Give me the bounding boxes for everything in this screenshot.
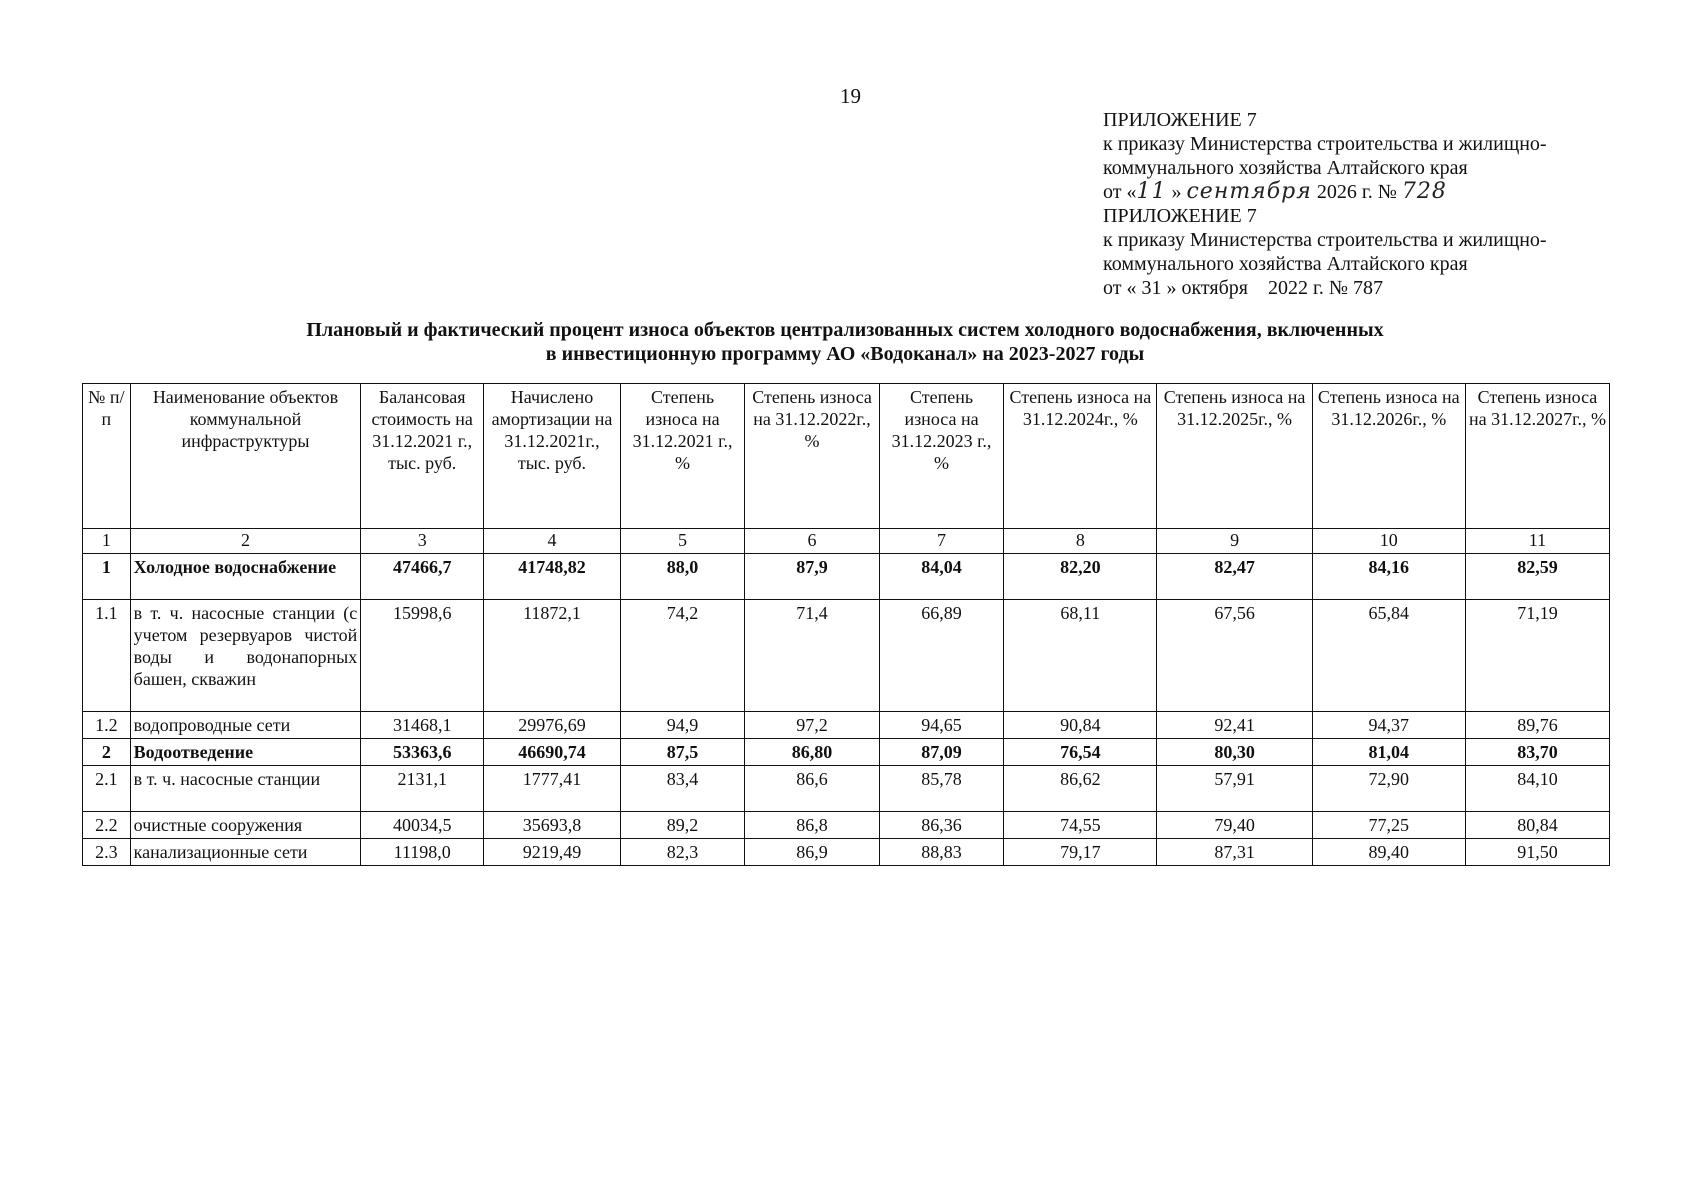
date-year: 2026 г. №: [1316, 181, 1397, 203]
amortization-value: 1777,41: [484, 766, 621, 812]
wear-2025: 57,91: [1157, 766, 1312, 812]
object-name: в т. ч. насосные станции (с учетом резервуаров чистой воды и водонапорных башен, скважин: [130, 600, 361, 712]
appendix-ministry-line: коммунального хозяйства Алтайского края: [1103, 157, 1468, 179]
date-mid: »: [1171, 181, 1182, 203]
amortization-value: 46690,74: [484, 739, 621, 766]
wear-2027: 91,50: [1465, 839, 1609, 866]
wear-2023: 94,65: [879, 712, 1003, 739]
balance-value: 11198,0: [361, 839, 484, 866]
wear-2025: 79,40: [1157, 812, 1312, 839]
column-number: 6: [745, 529, 880, 554]
wear-2021: 89,2: [620, 812, 744, 839]
header-cell: Начислено амортизации на 31.12.2021г., тыс. руб.: [484, 384, 621, 529]
wear-2027: 71,19: [1465, 600, 1609, 712]
column-number: 9: [1157, 529, 1312, 554]
page-number: 19: [840, 84, 861, 108]
wear-2027: 89,76: [1465, 712, 1609, 739]
date-prefix: от «: [1103, 181, 1137, 203]
column-number: 11: [1465, 529, 1609, 554]
wear-2025: 92,41: [1157, 712, 1312, 739]
wear-table: [82, 383, 1610, 866]
title-line-2: в инвестиционную программу АО «Водоканал» на 2023-2027 годы: [545, 343, 1145, 365]
wear-2024: 74,55: [1004, 812, 1157, 839]
column-number: 2: [130, 529, 361, 554]
header-cell: Степень износа на 31.12.2026г., %: [1312, 384, 1465, 529]
amortization-value: 29976,69: [484, 712, 621, 739]
wear-2022: 97,2: [745, 712, 880, 739]
object-name: водопроводные сети: [130, 712, 361, 739]
title-line-1: Плановый и фактический процент износа объектов централизованных систем холодного водоснабжения, включенных: [306, 319, 1384, 341]
table-row: [83, 739, 1610, 766]
amortization-value: 9219,49: [484, 839, 621, 866]
balance-value: 31468,1: [361, 712, 484, 739]
wear-2025: 80,30: [1157, 739, 1312, 766]
wear-2024: 86,62: [1004, 766, 1157, 812]
handwritten-month: сентября: [1186, 179, 1312, 204]
wear-2026: 81,04: [1312, 739, 1465, 766]
object-name: канализационные сети: [130, 839, 361, 866]
row-number: 1: [83, 554, 131, 600]
wear-2021: 87,5: [620, 739, 744, 766]
appendix-heading: ПРИЛОЖЕНИЕ 7: [1103, 109, 1257, 131]
table-row: [83, 812, 1610, 839]
wear-2026: 65,84: [1312, 600, 1465, 712]
wear-2027: 84,10: [1465, 766, 1609, 812]
wear-2023: 85,78: [879, 766, 1003, 812]
appendix-date-line: [1103, 180, 1547, 204]
balance-value: 40034,5: [361, 812, 484, 839]
wear-2022: 86,6: [745, 766, 880, 812]
object-name: в т. ч. насосные станции: [130, 766, 361, 812]
wear-2022: 87,9: [745, 554, 880, 600]
header-cell: Степень износа на 31.12.2025г., %: [1157, 384, 1312, 529]
wear-2024: 68,11: [1004, 600, 1157, 712]
wear-2024: 76,54: [1004, 739, 1157, 766]
table-row: [83, 839, 1610, 866]
table-header-row: [83, 384, 1610, 529]
header-cell: Степень износа на 31.12.2021 г., %: [620, 384, 744, 529]
table-row: [83, 554, 1610, 600]
header-cell: Степень износа на 31.12.2023 г., %: [879, 384, 1003, 529]
object-name: Холодное водоснабжение: [130, 554, 361, 600]
balance-value: 47466,7: [361, 554, 484, 600]
row-number: 1.1: [83, 600, 131, 712]
row-number: 2.1: [83, 766, 131, 812]
wear-2026: 94,37: [1312, 712, 1465, 739]
column-number: 4: [484, 529, 621, 554]
wear-2024: 82,20: [1004, 554, 1157, 600]
wear-2023: 84,04: [879, 554, 1003, 600]
wear-2021: 88,0: [620, 554, 744, 600]
wear-2024: 79,17: [1004, 839, 1157, 866]
header-cell: Балансовая стоимость на 31.12.2021 г., тыс. руб.: [361, 384, 484, 529]
column-number: 10: [1312, 529, 1465, 554]
header-cell: № п/п: [83, 384, 131, 529]
wear-2027: 83,70: [1465, 739, 1609, 766]
header-cell: Наименование объектов коммунальной инфраструктуры: [130, 384, 361, 529]
wear-2027: 82,59: [1465, 554, 1609, 600]
wear-2022: 86,8: [745, 812, 880, 839]
appendix-heading: ПРИЛОЖЕНИЕ 7: [1103, 205, 1257, 227]
wear-2023: 86,36: [879, 812, 1003, 839]
wear-2025: 87,31: [1157, 839, 1312, 866]
column-number: 8: [1004, 529, 1157, 554]
column-number: 7: [879, 529, 1003, 554]
appendix-ministry-line: коммунального хозяйства Алтайского края: [1103, 253, 1468, 275]
wear-2026: 84,16: [1312, 554, 1465, 600]
wear-2022: 71,4: [745, 600, 880, 712]
appendix-order-line: к приказу Министерства строительства и жилищно-: [1103, 133, 1547, 155]
wear-2024: 90,84: [1004, 712, 1157, 739]
row-number: 1.2: [83, 712, 131, 739]
column-number: 5: [620, 529, 744, 554]
wear-2022: 86,80: [745, 739, 880, 766]
header-cell: Степень износа на 31.12.2027г., %: [1465, 384, 1609, 529]
wear-2026: 89,40: [1312, 839, 1465, 866]
column-number: 1: [83, 529, 131, 554]
appendix-header-new: [1103, 108, 1547, 204]
amortization-value: 11872,1: [484, 600, 621, 712]
object-name: Водоотведение: [130, 739, 361, 766]
column-number: 3: [361, 529, 484, 554]
wear-2023: 88,83: [879, 839, 1003, 866]
handwritten-number: 728: [1401, 179, 1447, 204]
document-title: [190, 318, 1500, 366]
row-number: 2.2: [83, 812, 131, 839]
wear-2021: 82,3: [620, 839, 744, 866]
table-row: [83, 712, 1610, 739]
wear-2025: 67,56: [1157, 600, 1312, 712]
wear-2022: 86,9: [745, 839, 880, 866]
wear-2021: 74,2: [620, 600, 744, 712]
balance-value: 2131,1: [361, 766, 484, 812]
table-row: [83, 600, 1610, 712]
wear-2026: 77,25: [1312, 812, 1465, 839]
appendix-header-old: [1103, 204, 1547, 300]
appendix-order-line: к приказу Министерства строительства и жилищно-: [1103, 229, 1547, 251]
wear-2023: 66,89: [879, 600, 1003, 712]
header-cell: Степень износа на 31.12.2022г., %: [745, 384, 880, 529]
wear-2023: 87,09: [879, 739, 1003, 766]
column-number-row: [83, 529, 1610, 554]
wear-2021: 83,4: [620, 766, 744, 812]
amortization-value: 35693,8: [484, 812, 621, 839]
header-cell: Степень износа на 31.12.2024г., %: [1004, 384, 1157, 529]
row-number: 2.3: [83, 839, 131, 866]
wear-2026: 72,90: [1312, 766, 1465, 812]
handwritten-day: 11: [1136, 179, 1167, 204]
balance-value: 53363,6: [361, 739, 484, 766]
wear-2021: 94,9: [620, 712, 744, 739]
balance-value: 15998,6: [361, 600, 484, 712]
table-row: [83, 766, 1610, 812]
amortization-value: 41748,82: [484, 554, 621, 600]
wear-2025: 82,47: [1157, 554, 1312, 600]
wear-2027: 80,84: [1465, 812, 1609, 839]
object-name: очистные сооружения: [130, 812, 361, 839]
row-number: 2: [83, 739, 131, 766]
appendix-date-line: от « 31 » октября 2022 г. № 787: [1103, 277, 1384, 299]
